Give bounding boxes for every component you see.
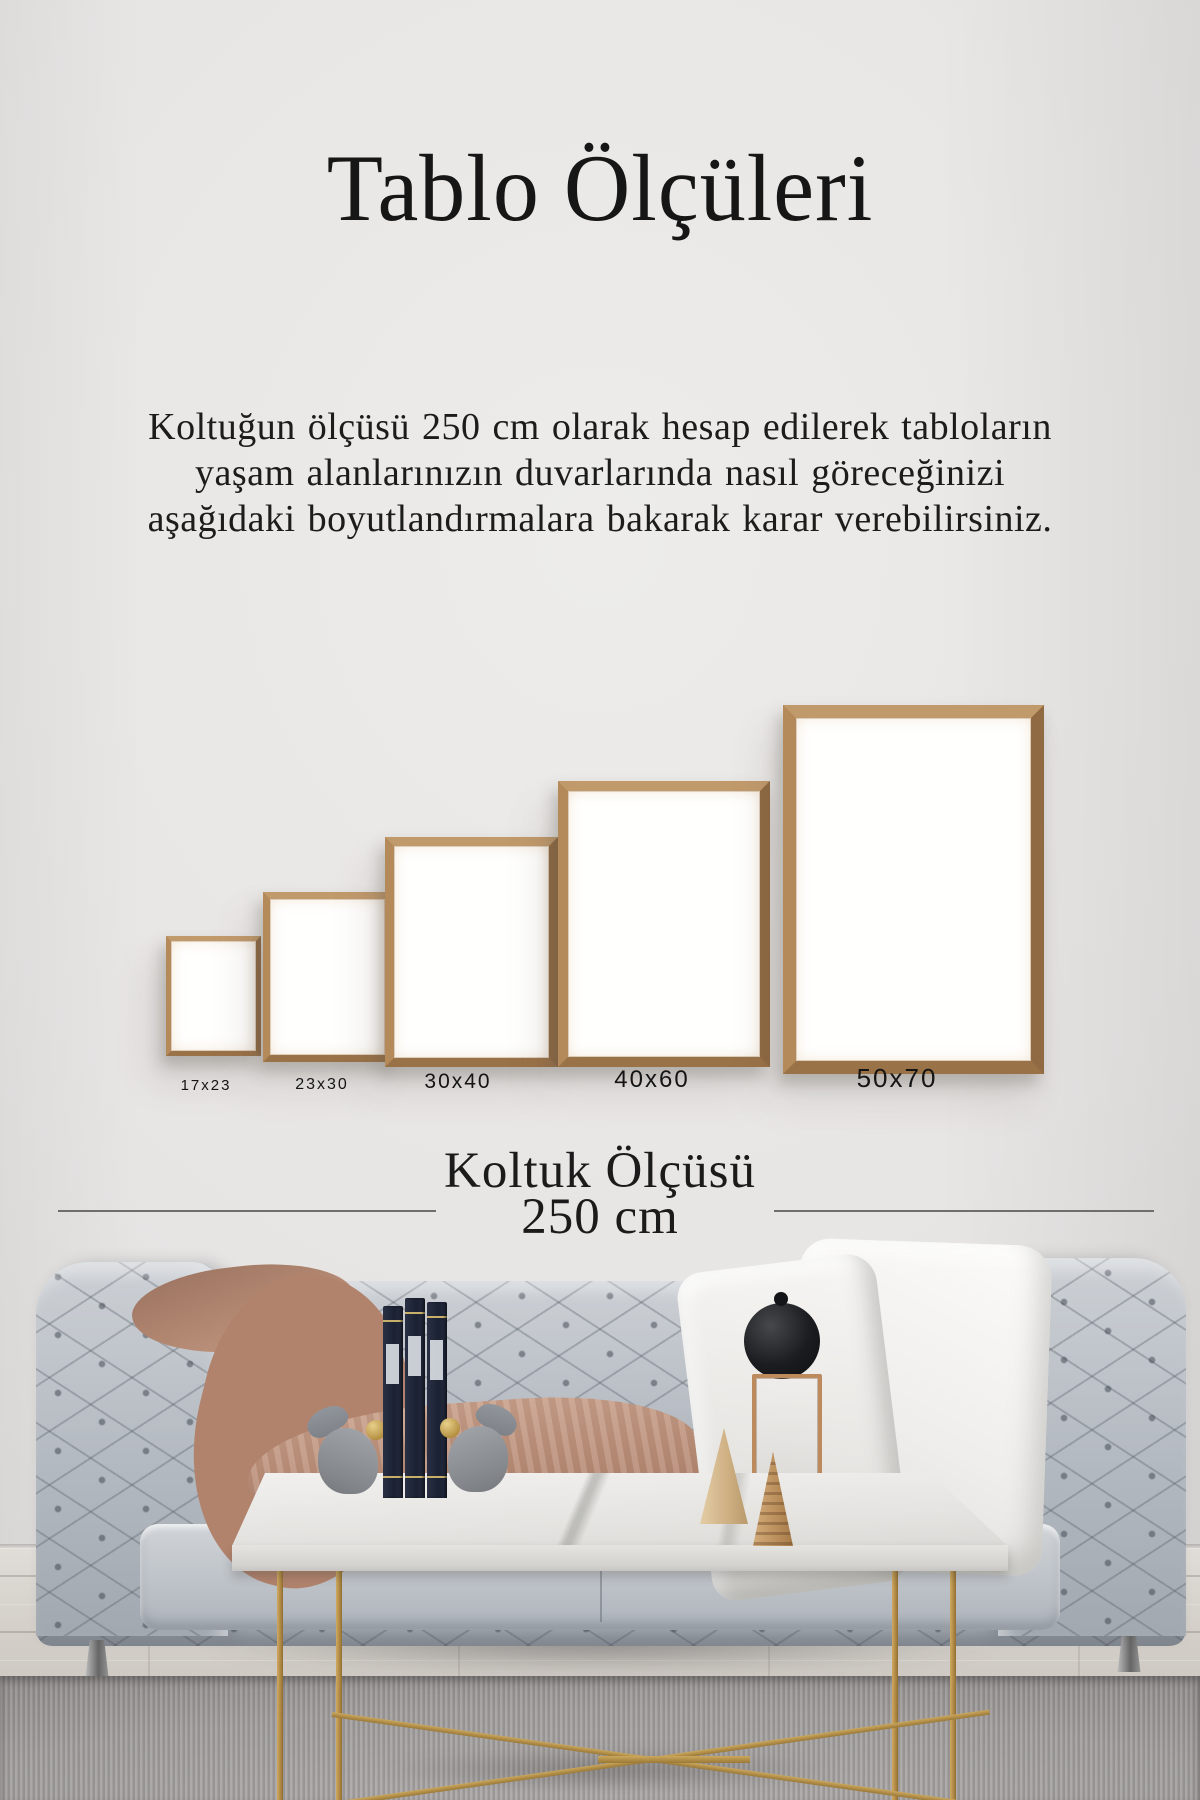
frame-17x23-mat (171, 941, 256, 1051)
book-spine (427, 1302, 447, 1498)
table-brace-center (598, 1756, 750, 1763)
frame-23x30 (263, 892, 392, 1062)
book-stack (383, 1298, 449, 1498)
table-leg-back-right (892, 1570, 898, 1800)
page-title: Tablo Ölçüleri (326, 134, 874, 242)
sofa-measure-callout (0, 1143, 1200, 1245)
size-label-50x70: 50x70 (856, 1063, 938, 1093)
intro-line-3: aşağıdaki boyutlandırmalara bakarak karar verebilirsiniz. (147, 498, 1053, 540)
size-label-17x23: 17x23 (180, 1077, 232, 1094)
sphere-knob (774, 1292, 788, 1306)
frame-17x23 (166, 936, 261, 1056)
size-label-40x60: 40x60 (614, 1066, 690, 1093)
frame-30x40 (385, 837, 558, 1067)
book-spine (405, 1298, 425, 1498)
frame-23x30-mat (270, 899, 385, 1055)
intro-line-2: yaşam alanlarınızın duvarlarında nasıl göreceğinizi (194, 452, 1006, 494)
black-sphere-ornament (744, 1303, 820, 1379)
intro-paragraph (0, 404, 1200, 542)
table-leg-back-left (336, 1570, 342, 1800)
frame-50x70 (783, 705, 1044, 1074)
bookend-bird-right (448, 1426, 508, 1492)
table-leg-front-left (277, 1570, 283, 1800)
frame-40x60 (558, 781, 770, 1067)
table-leg-front-right (950, 1570, 956, 1800)
sofa-measure-value: 250 cm (521, 1189, 679, 1245)
size-label-23x30: 23x30 (295, 1076, 349, 1093)
frame-30x40-mat (394, 846, 549, 1058)
intro-line-1: Koltuğun ölçüsü 250 cm olarak hesap edilerek tabloların (148, 406, 1052, 448)
frame-40x60-mat (568, 791, 760, 1057)
book-spine (383, 1306, 403, 1498)
sofa-measure-label: Koltuk Ölçüsü (444, 1143, 756, 1199)
bookend-ball-right (440, 1418, 460, 1438)
marble-table-edge (232, 1545, 1008, 1571)
size-label-30x40: 30x40 (424, 1070, 492, 1093)
frame-50x70-mat (796, 718, 1031, 1061)
